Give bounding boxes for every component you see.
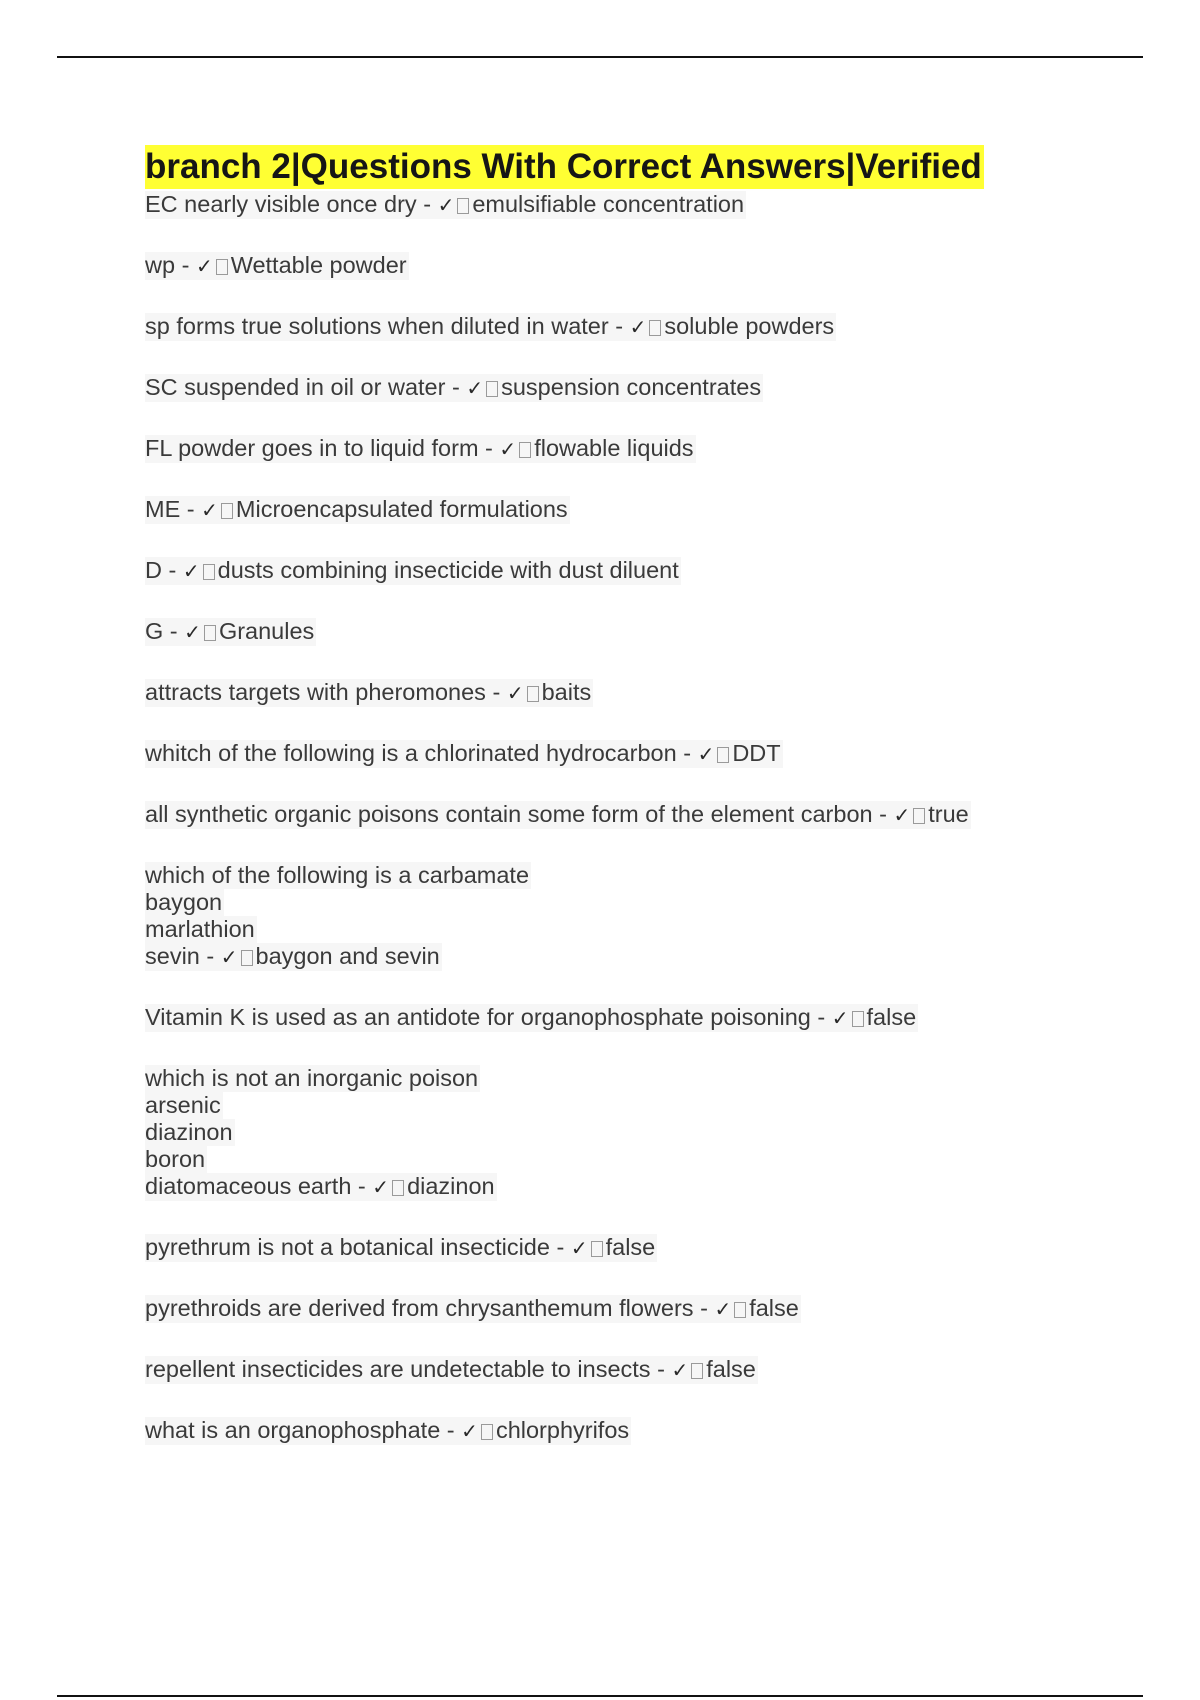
answer-text: chlorphyrifos (495, 1417, 630, 1443)
qa-list (145, 191, 1105, 1445)
qa-entry (145, 374, 1105, 402)
question-option: sevin (145, 943, 200, 969)
question-text: whitch of the following is a chlorinated hydrocarbon (145, 740, 677, 766)
checkmark-icon: ✓ (437, 193, 455, 217)
qa-line (145, 1173, 497, 1201)
answer-text: DDT (732, 740, 781, 766)
checkmark-icon: ✓ (570, 1236, 588, 1260)
qa-line (145, 679, 593, 707)
missing-glyph-box-icon (241, 950, 253, 966)
question-text: SC suspended in oil or water (145, 374, 446, 400)
missing-glyph-box-icon (717, 747, 729, 763)
question-option: diatomaceous earth (145, 1173, 352, 1199)
qa-line (145, 801, 971, 829)
question-option-line (145, 1092, 223, 1119)
qa-entry (145, 435, 1105, 463)
question-text: attracts targets with pheromones (145, 679, 486, 705)
qa-line (145, 1234, 657, 1262)
qa-entry (145, 1356, 1105, 1384)
qa-line (145, 1295, 801, 1323)
question-option: marlathion (145, 916, 255, 942)
qa-line (145, 943, 442, 971)
qa-entry (145, 801, 1105, 829)
missing-glyph-box-icon (519, 442, 531, 458)
separator: - (485, 679, 507, 705)
qa-line (145, 191, 746, 219)
separator: - (351, 1173, 373, 1199)
missing-glyph-box-icon (203, 564, 215, 580)
question-option-line (145, 916, 257, 943)
question-text: what is an organophosphate (145, 1417, 441, 1443)
qa-entry (145, 1234, 1105, 1262)
missing-glyph-box-icon (734, 1302, 746, 1318)
question-option-line (145, 862, 531, 889)
qa-line (145, 557, 681, 585)
separator: - (440, 1417, 462, 1443)
question-text: EC nearly visible once dry (145, 191, 417, 217)
answer-text: false (866, 1004, 917, 1030)
missing-glyph-box-icon (204, 625, 216, 641)
question-text: Vitamin K is used as an antidote for organophosphate poisoning (145, 1004, 811, 1030)
qa-line (145, 1417, 631, 1445)
question-text: D (145, 557, 162, 583)
question-text: which of the following is a carbamate (145, 862, 530, 888)
qa-line (145, 435, 696, 463)
qa-line (145, 740, 783, 768)
question-option-line (145, 1146, 207, 1173)
missing-glyph-box-icon (852, 1011, 864, 1027)
answer-text: flowable liquids (534, 435, 694, 461)
qa-line (145, 313, 836, 341)
question-text: ME (145, 496, 181, 522)
qa-entry (145, 496, 1105, 524)
qa-entry (145, 679, 1105, 707)
answer-text: false (706, 1356, 756, 1382)
qa-entry (145, 1004, 1105, 1032)
qa-line (145, 618, 316, 646)
answer-text: baygon and sevin (255, 943, 440, 969)
missing-glyph-box-icon (486, 381, 498, 397)
question-option: arsenic (145, 1092, 221, 1118)
answer-text: false (749, 1295, 799, 1321)
answer-text: dusts combining insecticide with dust diluent (217, 557, 679, 583)
checkmark-icon: ✓ (831, 1006, 849, 1030)
missing-glyph-box-icon (591, 1241, 603, 1257)
qa-entry (145, 557, 1105, 585)
answer-text: emulsifiable concentration (472, 191, 745, 217)
qa-line (145, 252, 409, 280)
question-option: diazinon (145, 1119, 233, 1145)
answer-text: suspension concentrates (501, 374, 762, 400)
checkmark-icon: ✓ (714, 1297, 732, 1321)
question-text: pyrethrum is not a botanical insecticide (145, 1234, 550, 1260)
qa-entry (145, 313, 1105, 341)
qa-line (145, 374, 763, 402)
checkmark-icon: ✓ (372, 1175, 390, 1199)
qa-entry (145, 1065, 1105, 1201)
qa-entry (145, 862, 1105, 971)
separator: - (175, 252, 196, 278)
answer-text: true (928, 801, 969, 827)
answer-text: soluble powders (664, 313, 835, 339)
answer-text: diazinon (407, 1173, 495, 1199)
question-text: all synthetic organic poisons contain some form of the element carbon (145, 801, 873, 827)
qa-entry (145, 618, 1105, 646)
qa-entry (145, 1417, 1105, 1445)
qa-entry (145, 252, 1105, 280)
checkmark-icon: ✓ (220, 945, 238, 969)
footer-rule (57, 1695, 1143, 1697)
question-option-line (145, 889, 224, 916)
separator: - (608, 313, 630, 339)
document-title: branch 2|Questions With Correct Answers|Verified (145, 145, 984, 189)
separator: - (693, 1295, 715, 1321)
answer-text: baits (541, 679, 592, 705)
checkmark-icon: ✓ (201, 498, 218, 522)
qa-entry (145, 191, 1105, 219)
question-text: pyrethroids are derived from chrysanthemum flowers (145, 1295, 694, 1321)
question-option: boron (145, 1146, 206, 1172)
missing-glyph-box-icon (913, 808, 925, 824)
question-text: which is not an inorganic poison (145, 1065, 479, 1091)
checkmark-icon: ✓ (182, 559, 200, 583)
separator: - (549, 1234, 571, 1260)
answer-text: Wettable powder (230, 252, 407, 278)
document-body (145, 145, 1105, 1478)
qa-line (145, 1356, 758, 1384)
checkmark-icon: ✓ (184, 620, 201, 644)
separator: - (161, 557, 183, 583)
checkmark-icon: ✓ (195, 254, 213, 278)
missing-glyph-box-icon (216, 259, 228, 275)
missing-glyph-box-icon (691, 1363, 703, 1379)
checkmark-icon: ✓ (629, 315, 647, 339)
separator: - (650, 1356, 672, 1382)
checkmark-icon: ✓ (697, 742, 715, 766)
checkmark-icon: ✓ (671, 1358, 689, 1382)
header-rule (57, 56, 1143, 58)
checkmark-icon: ✓ (466, 376, 484, 400)
separator: - (810, 1004, 832, 1030)
qa-entry (145, 1295, 1105, 1323)
question-option-line (145, 1065, 480, 1092)
question-text: sp forms true solutions when diluted in water (145, 313, 609, 339)
separator: - (478, 435, 500, 461)
question-option-line (145, 1119, 235, 1146)
separator: - (163, 618, 185, 644)
answer-text: Microencapsulated formulations (235, 496, 568, 522)
missing-glyph-box-icon (527, 686, 539, 702)
separator: - (416, 191, 438, 217)
missing-glyph-box-icon (481, 1424, 493, 1440)
missing-glyph-box-icon (457, 198, 469, 214)
question-text: wp (145, 252, 176, 278)
question-text: FL powder goes in to liquid form (145, 435, 479, 461)
checkmark-icon: ✓ (506, 681, 524, 705)
missing-glyph-box-icon (392, 1180, 404, 1196)
missing-glyph-box-icon (221, 503, 233, 519)
answer-text: Granules (218, 618, 315, 644)
missing-glyph-box-icon (649, 320, 661, 336)
answer-text: false (605, 1234, 656, 1260)
separator: - (872, 801, 894, 827)
separator: - (180, 496, 202, 522)
checkmark-icon: ✓ (893, 803, 911, 827)
qa-line (145, 1004, 918, 1032)
question-text: G (145, 618, 164, 644)
separator: - (676, 740, 698, 766)
checkmark-icon: ✓ (461, 1419, 478, 1443)
question-text: repellent insecticides are undetectable to insects (145, 1356, 651, 1382)
qa-line (145, 496, 570, 524)
qa-entry (145, 740, 1105, 768)
separator: - (445, 374, 467, 400)
separator: - (199, 943, 221, 969)
question-option: baygon (145, 889, 223, 915)
checkmark-icon: ✓ (499, 437, 517, 461)
